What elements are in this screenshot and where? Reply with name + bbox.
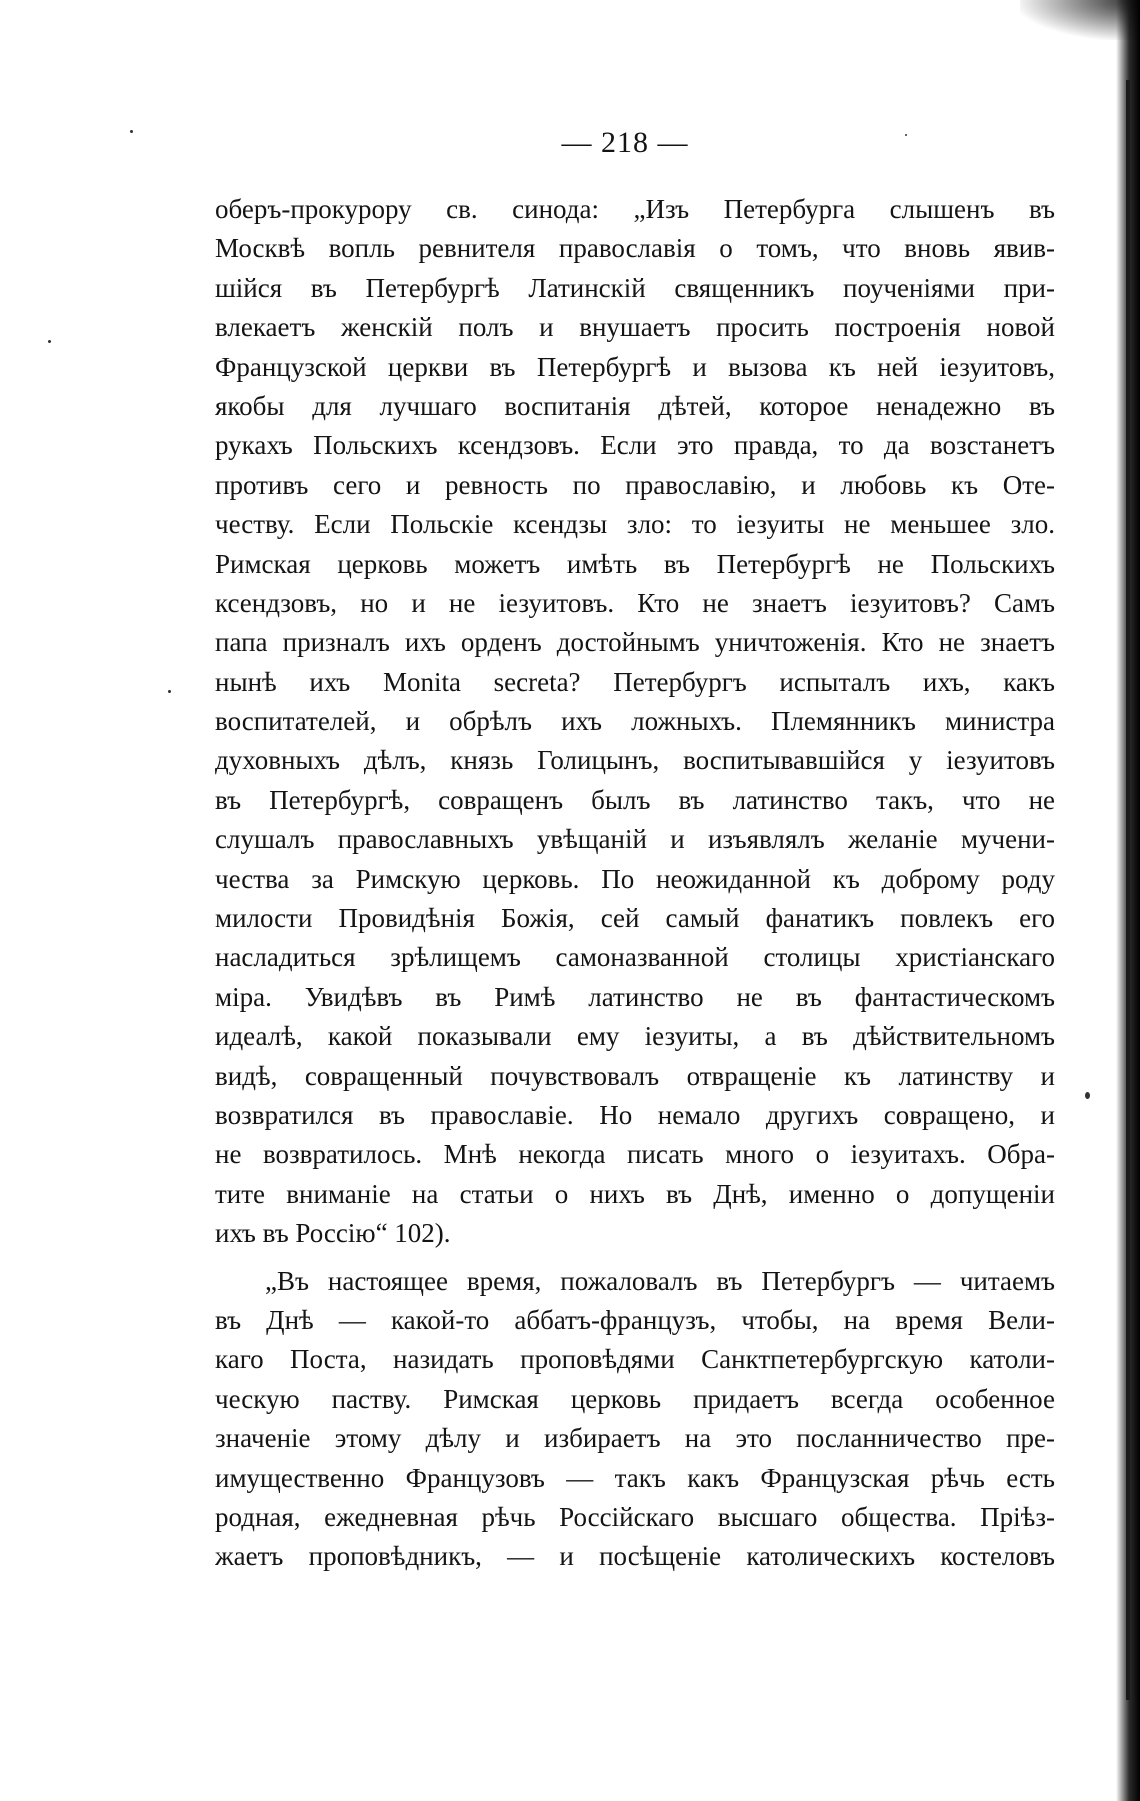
- text-line: воспитателей, и обрѣлъ ихъ ложныхъ. Племянникъ министра: [215, 706, 1055, 737]
- text-line: честву. Если Польскіе ксендзы зло: то іезуиты не меньшее зло.: [215, 509, 1055, 540]
- scan-speck: [48, 340, 51, 343]
- body-text: [215, 190, 1055, 1577]
- page-number: — 218 —: [561, 126, 689, 159]
- text-line: противъ сего и ревность по православію, и любовь къ Оте-: [215, 469, 1055, 500]
- text-line: милости Провидѣнія Божія, сей самый фанатикъ повлекъ его: [215, 903, 1055, 934]
- text-line: не возвратилось. Мнѣ некогда писать много о іезуитахъ. Обра-: [215, 1139, 1055, 1170]
- text-line: идеалѣ, какой показывали ему іезуиты, а въ дѣйствительномъ: [215, 1021, 1055, 1052]
- text-line: тите вниманіе на статьи о нихъ въ Днѣ, именно о допущеніи: [215, 1178, 1055, 1209]
- text-line: ихъ въ Россію“ 102).: [215, 1218, 451, 1249]
- text-line: духовныхъ дѣлъ, князь Голицынъ, воспитывавшійся у іезуитовъ: [215, 745, 1055, 776]
- text-line: жаетъ проповѣдникъ, — и посѣщеніе католическихъ костеловъ: [215, 1541, 1055, 1572]
- text-line: шійся въ Петербургѣ Латинскій священникъ поученіями при-: [215, 272, 1055, 303]
- text-line: ксендзовъ, но и не іезуитовъ. Кто не знаетъ іезуитовъ? Самъ: [215, 587, 1055, 618]
- text-line: Римская церковь можетъ имѣть въ Петербургѣ не Польскихъ: [215, 548, 1055, 579]
- text-line: рукахъ Польскихъ ксендзовъ. Если это правда, то да возстанетъ: [215, 430, 1055, 461]
- text-line: въ Днѣ — какой-то аббатъ-французъ, чтобы, на время Вели-: [215, 1304, 1055, 1335]
- text-line: въ Петербургѣ, совращенъ былъ въ латинство такъ, что не: [215, 784, 1055, 815]
- text-line: ческую паству. Римская церковь придаетъ всегда особенное: [215, 1383, 1055, 1414]
- text-line: Москвѣ вопль ревнителя православія о томъ, что вновь явив-: [215, 233, 1055, 264]
- text-line: якобы для лучшаго воспитанія дѣтей, которое ненадежно въ: [215, 390, 1055, 421]
- text-line: „Въ настоящее время, пожаловалъ въ Петербургъ — читаемъ: [265, 1265, 1055, 1296]
- text-line: Французской церкви въ Петербургѣ и вызова къ ней іезуитовъ,: [215, 351, 1055, 382]
- text-line: міра. Увидѣвъ въ Римѣ латинство не въ фантастическомъ: [215, 981, 1055, 1012]
- text-line: чества за Римскую церковь. По неожиданной къ доброму роду: [215, 863, 1055, 894]
- text-line: влекаетъ женскій полъ и внушаетъ просить построенія новой: [215, 312, 1055, 343]
- text-line: имущественно Французовъ — такъ какъ Французская рѣчь есть: [215, 1462, 1055, 1493]
- text-line: нынѣ ихъ Monita secreta? Петербургъ испыталъ ихъ, какъ: [215, 666, 1055, 697]
- text-line: папа призналъ ихъ орденъ достойнымъ уничтоженія. Кто не знаетъ: [215, 627, 1055, 658]
- text-line: оберъ-прокурору св. синода: „Изъ Петербурга слышенъ въ: [215, 194, 1055, 224]
- text-line: насладиться зрѣлищемъ самоназванной столицы христіанскаго: [215, 942, 1055, 973]
- scan-speck: [168, 690, 171, 693]
- paragraph-gap: [215, 1254, 1055, 1262]
- text-line: видѣ, совращенный почувствовалъ отвращеніе къ латинству и: [215, 1060, 1055, 1091]
- text-line: возвратился въ православіе. Но немало другихъ совращено, и: [215, 1099, 1055, 1130]
- text-line: родная, ежедневная рѣчь Россійскаго высшаго общества. Пріѣз-: [215, 1501, 1055, 1532]
- scan-edge-line: [1126, 80, 1130, 1700]
- text-line: слушалъ православныхъ увѣщаній и изъявлялъ желаніе мучени-: [215, 824, 1055, 855]
- text-line: каго Поста, назидать проповѣдями Санктпетербургскую католи-: [215, 1344, 1055, 1375]
- scan-speck: [1085, 1092, 1090, 1099]
- text-line: значеніе этому дѣлу и избираетъ на это посланничество пре-: [215, 1423, 1055, 1454]
